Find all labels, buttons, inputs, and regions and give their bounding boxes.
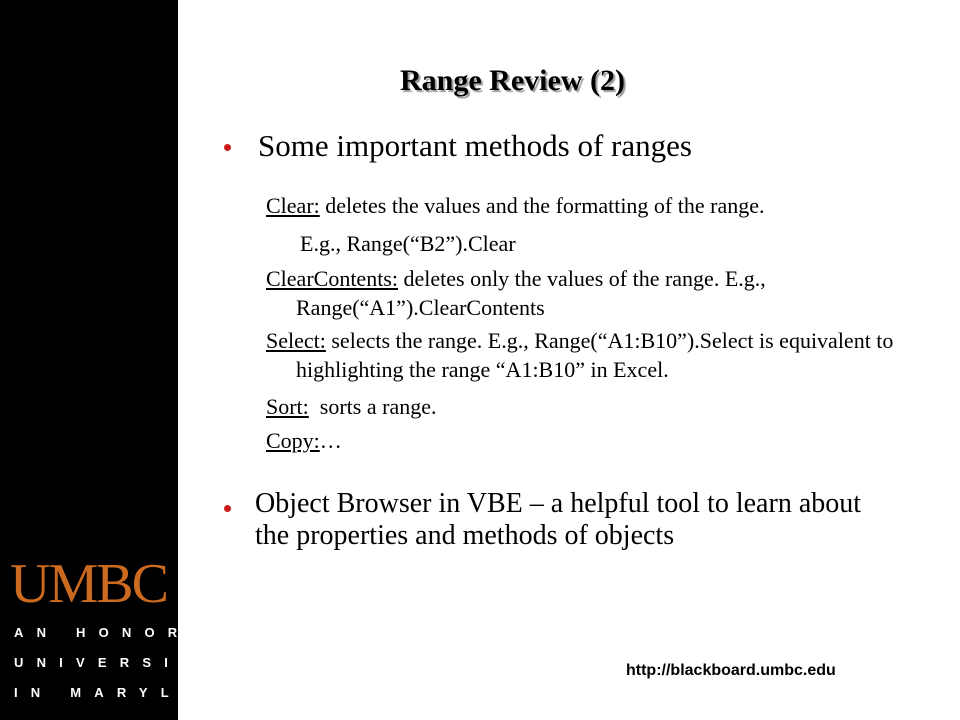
method-clear-example: E.g., Range(“B2”).Clear [300, 231, 516, 256]
slide-title: Range Review (2) [400, 64, 625, 97]
method-clearcontents-name: ClearContents: [266, 266, 398, 291]
tagline-line-3: IN MARYLAND [14, 685, 250, 700]
method-select-name: Select: [266, 328, 326, 353]
method-copy [266, 427, 342, 456]
sidebar [0, 0, 250, 720]
bullet-1-text: Some important methods of ranges [258, 128, 692, 163]
tagline-line-1: AN HONORS [14, 625, 213, 640]
footer-url: http://blackboard.umbc.edu [626, 662, 836, 679]
umbc-logo: UMBC [10, 553, 167, 615]
method-clear-desc: deletes the values and the formatting of the range. [319, 193, 765, 218]
method-copy-name: Copy: [266, 428, 320, 453]
method-sort [266, 393, 436, 422]
method-clearcontents-desc: deletes only the values of the range. E.g., Range(“A1”).ClearContents [296, 266, 766, 320]
tagline-line-2: UNIVERSITY [14, 655, 225, 670]
method-select-desc: selects the range. E.g., Range(“A1:B10”).Select is equivalent to highlighting the range “A1:B10” in Excel. [296, 328, 894, 382]
method-clearcontents [266, 265, 891, 322]
method-sort-desc: sorts a range. [308, 394, 437, 419]
method-select [266, 327, 906, 384]
bullet-2-text: Object Browser in VBE – a helpful tool to learn about the properties and methods of objects [255, 488, 862, 552]
bullet-1-dot [224, 144, 231, 151]
method-clear-name: Clear: [266, 193, 320, 218]
method-copy-desc: … [319, 428, 342, 453]
bullet-2-dot [224, 505, 231, 512]
method-sort-name: Sort: [266, 394, 309, 419]
method-clear [266, 192, 906, 221]
